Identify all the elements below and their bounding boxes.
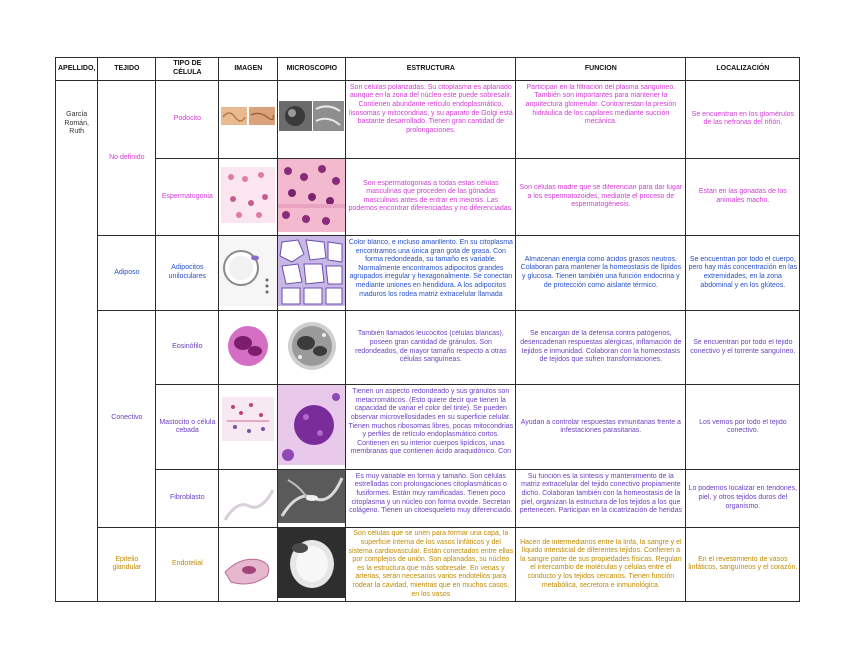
image-cell[interactable] (219, 158, 278, 236)
header-row (56, 58, 800, 81)
header-estructura[interactable]: ESTRUCTURA (346, 58, 516, 81)
localizacion-text: Se encuentran por todo el cuerpo, pero hay más concentración en las extremidades, en la zona abdominal y en los glúteos. (688, 255, 798, 289)
estructura-text: También llamados leucocitos (células blancas), poseen gran cantidad de gránulos. Son redondeados, de mayor tamaño respecto a otras células sanguíneas. (355, 330, 507, 364)
localizacion-cell[interactable] (686, 469, 800, 527)
estructura-text: Son espermatogonias a todas estas células masculinas que proceden de las gónadas masculinas antes de entrar en meiosis. Las podemos encontrar diferenciadas y no diferenciadas. (348, 179, 514, 213)
localizacion-cell[interactable] (686, 385, 800, 470)
table-row (56, 310, 800, 385)
table-row (56, 527, 800, 602)
tipo-cell[interactable]: Espermatogonia (156, 158, 219, 236)
estructura-cell[interactable] (346, 310, 516, 385)
table-row (56, 158, 800, 236)
apellido-cell[interactable]: García Román, Ruth (56, 81, 98, 602)
estructura-text: Son células polarizadas. Su citoplasma es aplanado aunque en la zona del núcleo este puede sobresalir. Contienen abundante retículo endoplasmático, lisosomas y mitocondrias, y su aparato de Golgi está bastante desarrollado. Tienen gran cantidad de prolongaciones. (348, 83, 513, 134)
eosinofilo-micrograph (278, 311, 345, 385)
estructura-text: Son células que se unen para formar una capa, la superficie interna de los vasos linfáticos y del sistema cardiovascular. Están conectados entre ellas por complejos de unión. Son aplanadas, su núcleo es la estructura que más sobresale. En venas y arterias, serán necesarios varios endotelios para rodear la cavidad, mientras que en muchos casos, en los vasos (348, 530, 514, 598)
estructura-text: Color blanco, e incluso amarillento. En su citoplasma encontramos una única gran gota de grasa. Con forma redondeada, su tamaño es variable. Normalmente encontramos adipocitos grandes agrupados irregular y hexagonalmente. Se conectan mediante uniones en hendidura. A los adipocitos maduros los rodea matriz extracelular llamada (348, 238, 513, 298)
tejido-cell[interactable]: Epitelio glandular (98, 527, 156, 602)
funcion-text: Se encargan de la defensa contra patógenos, desencadenan respuestas alérgicas, inflamación de tejidos e inmunidad. Colaboran con la homeostasis de tejidos que sufren transformaciones. (520, 330, 682, 364)
localizacion-text: Lo podemos localizar en tendones, piel, y otros tejidos duros del organismo. (688, 485, 798, 510)
funcion-text: Son células madre que se diferencian para dar lugar a los espermatozoides, mediante el proceso de espermatogénesis. (519, 184, 683, 209)
table-row (56, 236, 800, 311)
espermatogonia-micrograph (278, 159, 345, 236)
estructura-cell[interactable] (346, 527, 516, 602)
estructura-cell[interactable] (346, 469, 516, 527)
estructura-cell[interactable] (346, 385, 516, 470)
fibroblasto-micrograph (278, 470, 345, 527)
tipo-cell[interactable]: Adipocitos uniloculares (156, 236, 219, 311)
adipocito-micrograph (278, 236, 345, 310)
endotelial-micrograph (278, 528, 345, 602)
header-apellido[interactable]: APELLIDO, (56, 58, 98, 81)
funcion-cell[interactable] (516, 385, 686, 470)
image-cell[interactable] (219, 527, 278, 602)
tipo-cell[interactable]: Fibroblasto (156, 469, 219, 527)
endotelial-illustration (219, 528, 277, 602)
cell-table (55, 57, 800, 602)
tipo-cell[interactable]: Endotelial (156, 527, 219, 602)
header-microscopio[interactable]: MICROSCOPIO (278, 58, 346, 81)
localizacion-cell[interactable] (686, 236, 800, 311)
image-cell[interactable] (219, 469, 278, 527)
eosinofilo-illustration (219, 311, 277, 385)
localizacion-text: En el revestimiento de vasos linfáticos, sanguíneos y el corazón. (688, 555, 798, 572)
funcion-text: Hacen de intermediarios entre la linfa, la sangre y el líquido intersticial de diferentes tejidos. Confieren a la sangre parte de sus propiedades físicas. Regulan el intercambio de moléculas y células entre el conducto y los tejidos cercanos. Tienen función metabólica, secretora e inmunológica. (520, 538, 682, 589)
funcion-text: Almacenan energía como ácidos grasos neutros. Colaboran para mantener la homeostasis de lípidos y glucosa. Tienen también una función endocrina y de protección como aislante térmico. (520, 255, 681, 289)
funcion-cell[interactable] (516, 527, 686, 602)
microscope-cell[interactable] (278, 158, 346, 236)
localizacion-text: Están en las gónadas de los animales macho. (698, 188, 787, 204)
image-cell[interactable] (219, 310, 278, 385)
image-cell[interactable] (219, 385, 278, 470)
microscope-cell[interactable] (278, 527, 346, 602)
mastocito-micrograph (278, 385, 345, 469)
localizacion-cell[interactable] (686, 310, 800, 385)
localizacion-text: Se encuentran en los glomérulos de las nefronas del riñón. (691, 110, 795, 127)
tejido-cell[interactable]: No definido (98, 81, 156, 236)
tipo-cell[interactable]: Eosinófilo (156, 310, 219, 385)
estructura-cell[interactable] (346, 236, 516, 311)
estructura-cell[interactable] (346, 81, 516, 159)
microscope-cell[interactable] (278, 81, 346, 159)
microscope-cell[interactable] (278, 469, 346, 527)
localizacion-cell[interactable] (686, 158, 800, 236)
header-funcion[interactable]: FUNCION (516, 58, 686, 81)
estructura-text: Es muy variable en forma y tamaño. Son células estrelladas con prolongaciones citoplasmáticas o fusiformes. Están muy ramificadas. Tienen poco citoplasma y un núcleo con forma ovoide. Secretan colágeno. Tienen un citoesqueleto muy diferenciado. (349, 472, 513, 515)
funcion-cell[interactable] (516, 236, 686, 311)
adipocito-illustration (219, 236, 277, 310)
localizacion-cell[interactable] (686, 81, 800, 159)
funcion-cell[interactable] (516, 310, 686, 385)
tipo-cell[interactable]: Mastocito o célula cebada (156, 385, 219, 470)
funcion-cell[interactable] (516, 81, 686, 159)
header-tejido[interactable]: TEJIDO (98, 58, 156, 81)
podocito-illustration (219, 81, 277, 158)
image-cell[interactable] (219, 236, 278, 311)
fibroblasto-illustration (219, 470, 277, 527)
tejido-cell[interactable]: Conectivo (98, 310, 156, 527)
mastocito-illustration (219, 385, 277, 469)
header-localizacion[interactable]: LOCALIZACIÓN (686, 58, 800, 81)
estructura-text: Tienen un aspecto redondeado y sus gránulos son metacromáticos. (Esto quiere decir que tienen la capacidad de variar el color del tinte). Se pueden observar microvellosidades en su superficie celular. Tienen muchos ribosomas libres, pocas mitocondrias y perfiles de retículo endoplasmático cortos. Contienen en su interior cuerpos lipídicos, unas membranas que contienen ácido araquidónico. Con (348, 388, 514, 456)
funcion-text: Participan en la filtración del plasma sanguíneo. También son importantes para mantener la arquitectura glomerular. Contrarrestan la presión hidráulica de los capilares mediante succión mecánica. (525, 83, 677, 126)
funcion-cell[interactable] (516, 469, 686, 527)
tipo-cell[interactable]: Podocito (156, 81, 219, 159)
funcion-text: Ayudan a controlar respuestas inmunitarias frente a infestaciones parasitarias. (520, 418, 681, 435)
funcion-cell[interactable] (516, 158, 686, 236)
tejido-cell[interactable]: Adiposo (98, 236, 156, 311)
header-tipo[interactable]: TIPO DE CÉLULA (156, 58, 219, 81)
microscope-cell[interactable] (278, 310, 346, 385)
funcion-text: Su función es la síntesis y mantenimiento de la matriz extracelular del tejido conectivo propiamente dicho. Colaboran también con la homeostasis de la piel, organizan la estructura de los tejidos a los que pertenecen. Participan en la cicatrización de heridas (519, 472, 682, 515)
table-row (56, 469, 800, 527)
microscope-cell[interactable] (278, 236, 346, 311)
spreadsheet (55, 57, 800, 602)
localizacion-text: Los vemos por todo el tejido conectivo. (699, 418, 787, 435)
microscope-cell[interactable] (278, 385, 346, 470)
localizacion-text: Se encuentran por todo el tejido conectivo y el torrente sanguíneo. (690, 338, 796, 355)
image-cell[interactable] (219, 81, 278, 159)
header-imagen[interactable]: IMAGEN (219, 58, 278, 81)
estructura-cell[interactable] (346, 158, 516, 236)
podocito-micrograph (278, 81, 345, 158)
table-row (56, 81, 800, 159)
table-row (56, 385, 800, 470)
espermatogonia-illustration (219, 159, 277, 236)
localizacion-cell[interactable] (686, 527, 800, 602)
